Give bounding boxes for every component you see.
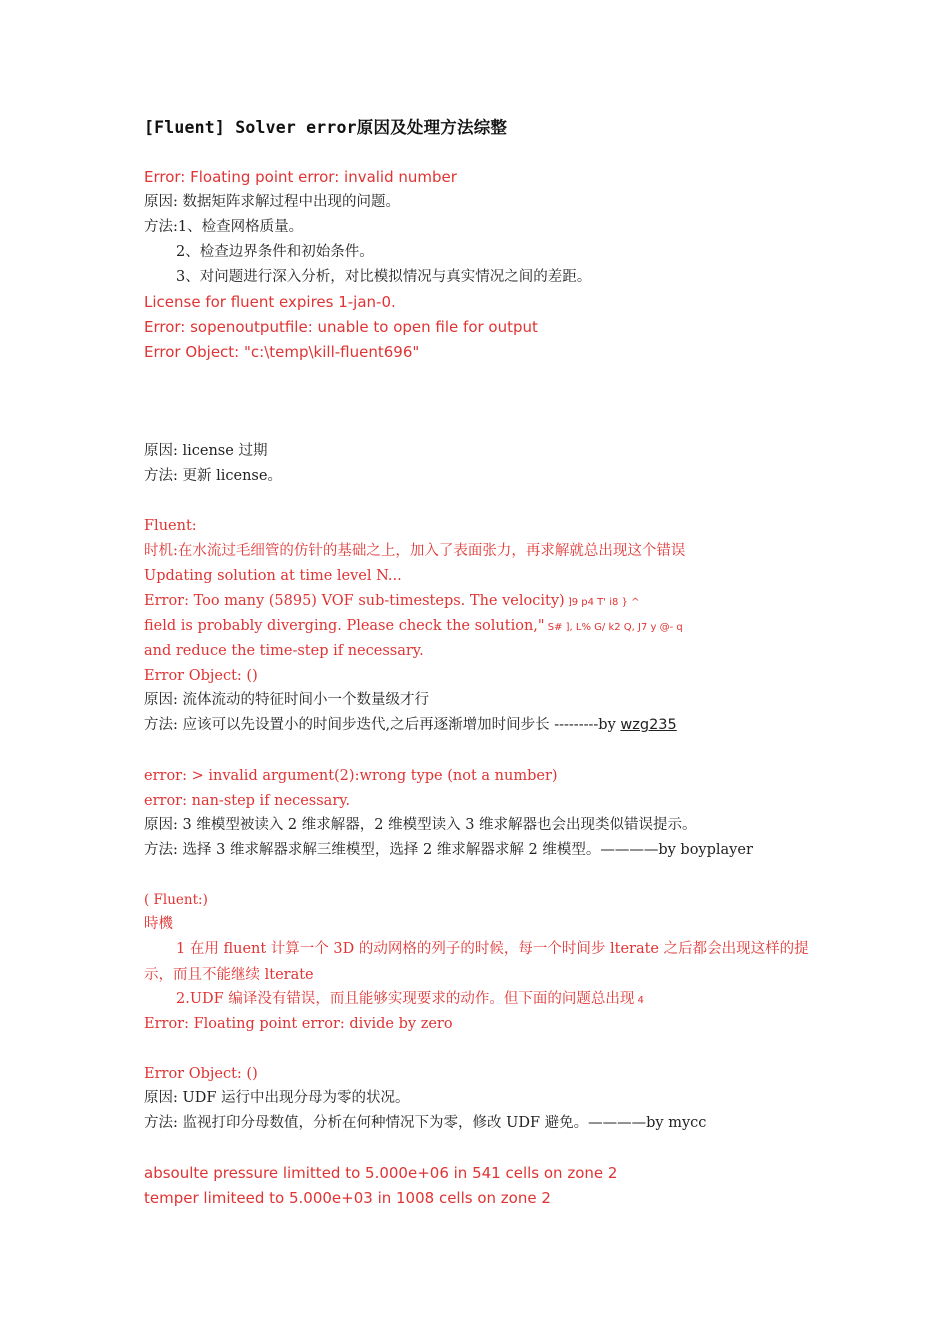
error-too-many-vof-garbled: ]9 p4 T' i8 } ^: [564, 597, 640, 608]
method-time-step: [144, 715, 677, 735]
cause-dimension-mismatch: 原因: 3 维模型被读入 2 维求解器，2 维模型读入 3 维求解器也会出现类似错误提示。: [144, 817, 697, 833]
method-step-2: 2、检查边界条件和初始条件。: [176, 244, 374, 260]
timing-paragraph-2-text: 2.UDF 编译没有错误，而且能够实现要求的动作。但下面的问题总出现: [176, 991, 635, 1007]
page-title: [Fluent] Solver error原因及处理方法综整: [144, 118, 508, 137]
updating-solution-text: Updating solution at time level N...: [144, 568, 402, 584]
method-step-1: 方法:1、检查网格质量。: [144, 219, 304, 235]
cause-license: 原因: license 过期: [144, 443, 268, 459]
fluent-label: Fluent:: [144, 518, 197, 534]
fluent-label-paren: ( Fluent:): [144, 892, 208, 908]
cause-udf-zero: 原因: UDF 运行中出现分母为零的状况。: [144, 1090, 410, 1106]
method-update-license: 方法: 更新 license。: [144, 468, 282, 484]
error-sopenoutputfile: Error: sopenoutputfile: unable to open file for output: [144, 318, 538, 336]
method-choose-solver: 方法: 选择 3 维求解器求解三维模型，选择 2 维求解器求解 2 维模型。————by boyplayer: [144, 842, 753, 858]
error-object-empty: Error Object: (): [144, 668, 258, 684]
timing-paragraph-2-garbled: 4: [634, 995, 644, 1006]
method-time-step-text: 方法: 应该可以先设置小的时间步迭代,之后再逐渐增加时间步长 ---------by: [144, 717, 621, 733]
author-link-wzg235[interactable]: wzg235: [620, 717, 677, 733]
error-object-path: Error Object: "c:\temp\kill-fluent696": [144, 343, 420, 361]
method-step-3: 3、对问题进行深入分析，对比模拟情况与真实情况之间的差距。: [176, 269, 592, 285]
method-monitor-denominator: 方法: 监视打印分母数值，分析在何种情况下为零，修改 UDF 避免。————by mycc: [144, 1115, 707, 1131]
error-floating-point-invalid: Error: Floating point error: invalid number: [144, 168, 457, 186]
cause-text: 原因: 数据矩阵求解过程中出现的问题。: [144, 194, 400, 210]
temperature-limit-text: temper limiteed to 5.000e+03 in 1008 cells on zone 2: [144, 1189, 551, 1207]
error-field-diverging-main: field is probably diverging. Please check the solution,": [144, 618, 545, 634]
timing-text: 时机:在水流过毛细管的仿针的基础之上，加入了表面张力，再求解就总出现这个错误: [144, 543, 686, 559]
timing-label: 時機: [144, 916, 173, 932]
license-expiry-text: License for fluent expires 1-jan-0.: [144, 293, 396, 311]
error-too-many-vof: [144, 591, 639, 611]
error-too-many-vof-main: Error: Too many (5895) VOF sub-timesteps. The velocity): [144, 593, 565, 609]
error-object-empty-2: Error Object: (): [144, 1066, 258, 1082]
pressure-limit-text: absoulte pressure limitted to 5.000e+06 in 541 cells on zone 2: [144, 1164, 618, 1182]
error-field-diverging: [144, 616, 683, 636]
timing-paragraph-2: [176, 989, 644, 1009]
error-invalid-argument: error: > invalid argument(2):wrong type (not a number): [144, 768, 558, 784]
error-divide-by-zero: Error: Floating point error: divide by zero: [144, 1016, 453, 1032]
error-nan-step: error: nan-step if necessary.: [144, 793, 351, 809]
reduce-time-step-text: and reduce the time-step if necessary.: [144, 643, 424, 659]
document-page: [144, 0, 824, 1344]
error-field-diverging-garbled: S# ], L% G/ k2 Q, J7 y @- q: [544, 622, 683, 633]
cause-flow-time: 原因: 流体流动的特征时间小一个数量级才行: [144, 692, 429, 708]
timing-paragraph-1: 1 在用 fluent 计算一个 3D 的动网格的列子的时候，每一个时间步 lterate 之后都会出现这样的提示，而且不能继续 lterate: [144, 941, 809, 983]
